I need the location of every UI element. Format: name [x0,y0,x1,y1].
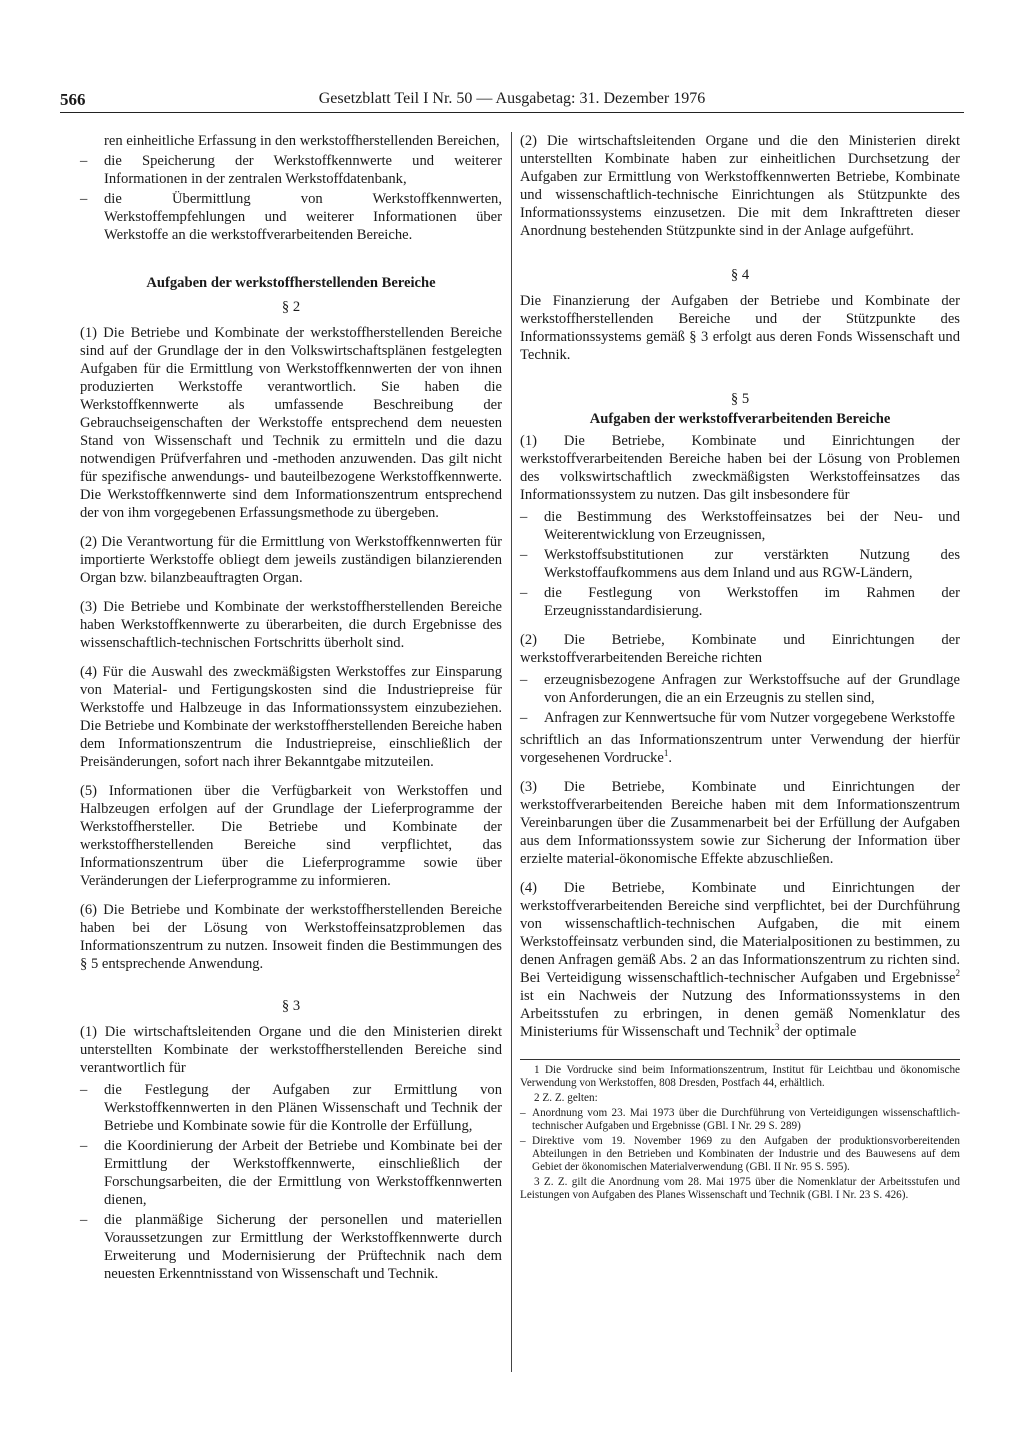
list-item: – Direktive vom 19. November 1969 zu den Aufgaben der produktionsvorbereitenden Abteilungen in den Betrieben und Kombinaten der Industrie und des Bauwesens auf dem Gebiet der ökonomischen Materialverwendung (GBl. II Nr. 95 S. 595). [520,1135,960,1174]
paragraph: schriftlich an das Informationszentrum unter Verwendung der hierfür vorgesehenen Vordrucke$^1$. [520,732,960,766]
text-run: ist ein Nachweis der Nutzung des Informationssystems in den Arbeitsstufen zu erbringen, in denen gemäß Nomenklatur des Ministeriums für Wissenschaft und Technik [520,988,960,1040]
text-run: schriftlich an das Informationszentrum unter Verwendung der hierfür vorgesehenen Vordrucke [520,732,960,766]
paragraph: (2) Die Verantwortung für die Ermittlung von Werkstoffkennwerten für importierte Werkstoffe obliegt dem jeweils zuständigen bilanzierenden Organ bzw. bilanzbeauftragten Organ. [80,534,502,586]
paragraph: (6) Die Betriebe und Kombinate der werkstoffherstellenden Bereiche haben bei der Lösung von Werkstoffeinsatzproblemen das Informationszentrum zu nutzen. Insoweit finden die Bestimmungen des § 5 entsprechende Anwendung. [80,902,502,972]
footnote: 1 Die Vordrucke sind beim Informationszentrum, Institut für Leichtbau und ökonomische Verwendung von Werkstoffen, 808 Dresden, Postfach 44, erhältlich. [520,1064,960,1089]
paragraph: (5) Informationen über die Verfügbarkeit von Werkstoffen und Halbzeugen erfolgen auf der Grundlage der Lieferprogramme der Werkstoffhersteller. Die Betriebe und Kombinate der werkstoffherstellenden Bereiche sind verpflichtet, das Informationszentrum über die Lieferprogramme sowie über Veränderungen der Lieferprogramme zu informieren. [80,783,502,889]
section-5-list-2 [520,671,960,727]
paragraph: Die Finanzierung der Aufgaben der Betriebe und Kombinate der werkstoffherstellenden Bereiche und der Stützpunkte des Informationssystems gemäß § 3 erfolgt aus deren Fonds Wissenschaft und Technik. [520,293,960,363]
list-item: ren einheitliche Erfassung in den werkstoffherstellenden Bereichen, [104,133,500,149]
footnote-list [520,1107,960,1174]
paragraph: (1) Die wirtschaftsleitenden Organe und die den Ministerien direkt unterstellten Kombinate der werkstoffherstellenden Bereiche sind verantwortlich für [80,1024,502,1076]
list-item: – die Bestimmung des Werkstoffeinsatzes bei der Neu- und Weiterentwicklung von Erzeugnissen, [520,508,960,544]
footnote: 3 Z. Z. gilt die Anordnung vom 28. Mai 1975 über die Nomenklatur der Arbeitsstufen und Leistungen von Aufgaben des Planes Wissenschaft und Technik (GBl. I Nr. 23 S. 426). [520,1176,960,1201]
section-2-heading: Aufgaben der werkstoffherstellenden Bereiche [146,275,436,291]
list-item: – die Speicherung der Werkstoffkennwerte und weiterer Informationen in der zentralen Werkstoffdatenbank, [80,152,502,188]
section-5-heading: Aufgaben der werkstoffverarbeitenden Bereiche [589,411,891,427]
paragraph: (2) Die wirtschaftsleitenden Organe und die den Ministerien direkt unterstellten Kombinate haben zur einheitlichen Durchsetzung der Aufgaben zur Ermittlung von Werkstoffkennwerten Betriebe, Kombinate und wissenschaftlich-technische Einrichtungen als Stützpunkte des Informationssystems einzusetzen. Die mit dem Inkrafttreten dieser Anordnung bestehenden Stützpunkte sind in der Anlage aufgeführt. [520,133,960,239]
list-item: – Werkstoffsubstitutionen zur verstärkten Nutzung des Werkstoffaufkommens aus dem Inland und aus RGW-Ländern, [520,546,960,582]
paragraph: (3) Die Betriebe und Kombinate der werkstoffherstellenden Bereiche haben Werkstoffkennwerte zu überarbeiten, die durch Ergebnisse des wissenschaftlich-technischen Fortschritts überholt sind. [80,599,502,651]
section-5-list-1 [520,508,960,620]
gazette-title: Gesetzblatt Teil I Nr. 50 — Ausgabetag: 31. Dezember 1976 [318,90,706,107]
section-3-list [80,1081,502,1283]
list-item: – die Festlegung von Werkstoffen im Rahmen der Erzeugnisstandardisierung. [520,584,960,620]
text-run: (4) Die Betriebe, Kombinate und Einrichtungen der werkstoffverarbeitenden Bereiche sind verpflichtet, bei der Durchführung von wissenschaftlich-technischen Aufgaben, die mit einem Werkstoffeinsatz verbunden sind, die Materialpositionen zu bestimmen, zu denen Anfragen gemäß Abs. 2 an das Informationszentrum zu richten sind. Bei Verteidigung wissenschaftlich-technischer Aufgaben und Ergebnisse [520,880,960,986]
list-item: – die Festlegung der Aufgaben zur Ermittlung von Werkstoffkennwerten in den Plänen Wissenschaft und Technik der Betriebe und Kombinate sowie für die Kontrolle der Erfüllung, [80,1081,502,1135]
paragraph [520,879,960,1041]
section-4-symbol: § 4 [730,267,750,283]
intro-list [80,132,502,244]
list-item: – Anfragen zur Kennwertsuche für vom Nutzer vorgegebene Werkstoffe [520,709,960,727]
paragraph: (1) Die Betriebe, Kombinate und Einrichtungen der werkstoffverarbeitenden Bereiche haben bei der Lösung von Problemen des volkswirtschaftlich zweckmäßigsten Werkstoffeinsatzes das Informationssystem zu nutzen. Das gilt insbesondere für [520,433,960,503]
page-number: 566 [60,90,86,109]
paragraph: (4) Für die Auswahl des zweckmäßigsten Werkstoffes zur Einsparung von Material- und Fertigungskosten sind die Industriepreise für Werkstoffe und Halbzeuge in das Informationssystem einzubeziehen. Die Betriebe und Kombinate der werkstoffherstellenden Bereiche haben dem Informationszentrum die Industriepreise, einschließlich der Preisänderungen, sofort nach ihrer Bekanntgabe mitzuteilen. [80,664,502,770]
section-3-symbol: § 3 [281,998,301,1014]
footnote-mark: 3 [774,1022,780,1033]
paragraph: (1) Die Betriebe und Kombinate der werkstoffherstellenden Bereiche sind auf der Grundlage der in den Volkswirtschaftsplänen festgelegten Aufgaben für die Ermittlung von Werkstoffkennwerten der von ihnen produzierten Werkstoffe verantwortlich. Sie haben die Werkstoffkennwerte als umfassende Beschreibung der Gebrauchseigenschaften der Werkstoffe entsprechend dem neuesten Stand von Wissenschaft und Technik zu ermitteln und die dazu notwendigen Prüfverfahren und -methoden anzuwenden. Das gilt nicht für spezifische anwendungs- und bauteilbezogene Werkstoffkennwerte. Die Werkstoffkennwerte sind dem Informationszentrum entsprechend der von ihm vorgegebenen Erfassungsmethode zu übergeben. [80,325,502,521]
list-item: – die planmäßige Sicherung der personellen und materiellen Voraussetzungen zur Ermittlung der Werkstoffkennwerte durch Erweiterung und Modernisierung der Prüftechnik nach dem neuesten Erkenntnisstand von Wissenschaft und Technik. [80,1211,502,1283]
list-item: – Anordnung vom 23. Mai 1973 über die Durchführung von Verteidigungen wissenschaftlich-technischer Aufgaben und Ergebnisse (GBl. I Nr. 29 S. 289) [520,1107,960,1133]
footnotes [520,1059,960,1202]
footnote-mark: 1 [663,748,669,759]
list-item: – erzeugnisbezogene Anfragen zur Werkstoffsuche auf der Grundlage von Anforderungen, die an ein Erzeugnis zu stellen sind, [520,671,960,707]
section-2-symbol: § 2 [281,299,301,315]
paragraph: (3) Die Betriebe, Kombinate und Einrichtungen der werkstoffverarbeitenden Bereiche haben mit dem Informationszentrum Vereinbarungen über die Zusammenarbeit bei der Erfüllung der Aufgaben aus dem Informationssystem sowie zur Sicherung der Information über erzielte material-ökonomische Effekte abzuschließen. [520,779,960,867]
paragraph: (2) Die Betriebe, Kombinate und Einrichtungen der werkstoffverarbeitenden Bereiche richten [520,632,960,666]
footnote-mark: 2 [955,968,960,979]
list-item: – die Koordinierung der Arbeit der Betriebe und Kombinate bei der Ermittlung der Werkstoffkennwerte, einschließlich der Forschungsarbeiten, die der Ermittlung von Werkstoffkennwerten dienen, [80,1137,502,1209]
left-column [80,132,502,1294]
section-5-symbol: § 5 [730,391,750,407]
text-run: der optimale [779,1024,857,1040]
column-divider [511,132,512,1372]
footnote: 2 Z. Z. gelten: [534,1092,598,1104]
page-header [60,90,964,113]
list-item: – die Übermittlung von Werkstoffkennwerten, Werkstoffempfehlungen und weiterer Informationen über Werkstoffe an die werkstoffverarbeitenden Bereiche. [80,190,502,244]
right-column [520,132,960,1204]
